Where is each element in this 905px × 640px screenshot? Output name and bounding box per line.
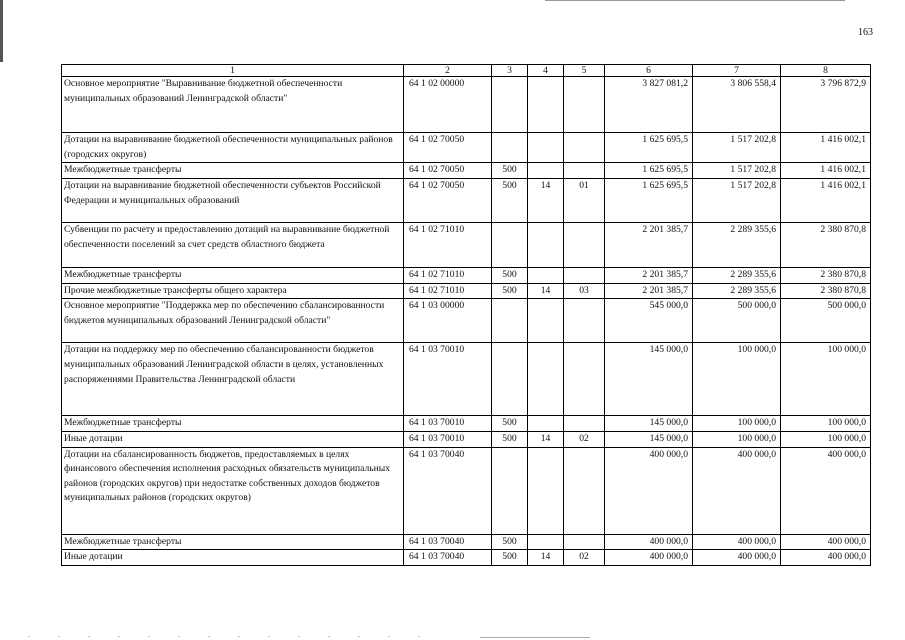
row-value-6: 2 201 385,7: [605, 283, 693, 299]
header-cell: 3: [492, 65, 528, 77]
row-value-8: 400 000,0: [781, 534, 871, 550]
row-value-7: 1 517 202,8: [693, 179, 781, 223]
header-cell: 7: [693, 65, 781, 77]
row-value-6: 3 827 081,2: [605, 77, 693, 133]
scan-bottom-artifact: [28, 636, 448, 637]
row-name: Межбюджетные трансферты: [62, 268, 404, 284]
row-col5: [564, 133, 605, 163]
row-name: Субвенции по расчету и предоставлению дотаций на выравнивание бюджетной обеспеченности поселений за счет средств областного бюджета: [62, 223, 404, 268]
row-col3: 500: [492, 550, 528, 566]
row-col4: [528, 77, 564, 133]
row-col3: [492, 299, 528, 343]
row-code: 64 1 03 70010: [404, 343, 492, 416]
row-code: 64 1 02 00000: [404, 77, 492, 133]
row-col5: [564, 268, 605, 284]
row-col3: 500: [492, 268, 528, 284]
row-col4: [528, 299, 564, 343]
row-value-7: 400 000,0: [693, 550, 781, 566]
row-code: 64 1 02 71010: [404, 268, 492, 284]
header-cell: 5: [564, 65, 605, 77]
row-value-8: 1 416 002,1: [781, 133, 871, 163]
row-value-7: 400 000,0: [693, 447, 781, 534]
row-value-6: 545 000,0: [605, 299, 693, 343]
row-code: 64 1 03 70040: [404, 550, 492, 566]
row-name: Межбюджетные трансферты: [62, 416, 404, 432]
row-value-7: 2 289 355,6: [693, 283, 781, 299]
row-value-6: 400 000,0: [605, 550, 693, 566]
row-name: Основное мероприятие "Поддержка мер по обеспечению сбалансированности бюджетов муниципальных образований Ленинградской области": [62, 299, 404, 343]
row-value-6: 400 000,0: [605, 447, 693, 534]
row-code: 64 1 03 70040: [404, 534, 492, 550]
row-code: 64 1 03 70040: [404, 447, 492, 534]
table-row: [62, 343, 871, 416]
row-value-8: 3 796 872,9: [781, 77, 871, 133]
table-row: [62, 179, 871, 223]
row-col5: [564, 447, 605, 534]
row-value-6: 1 625 695,5: [605, 163, 693, 179]
row-name: Иные дотации: [62, 431, 404, 447]
header-cell: 8: [781, 65, 871, 77]
table-row: [62, 299, 871, 343]
row-code: 64 1 02 70050: [404, 133, 492, 163]
table-row: [62, 133, 871, 163]
row-col5: [564, 77, 605, 133]
row-col5: 01: [564, 179, 605, 223]
row-col4: 14: [528, 283, 564, 299]
row-col3: 500: [492, 431, 528, 447]
row-name: Межбюджетные трансферты: [62, 163, 404, 179]
row-value-6: 145 000,0: [605, 431, 693, 447]
row-value-6: 2 201 385,7: [605, 223, 693, 268]
row-code: 64 1 02 71010: [404, 223, 492, 268]
row-name: Иные дотации: [62, 550, 404, 566]
header-cell: 2: [404, 65, 492, 77]
row-value-7: 1 517 202,8: [693, 163, 781, 179]
table-row: [62, 77, 871, 133]
row-value-7: 500 000,0: [693, 299, 781, 343]
row-value-8: 100 000,0: [781, 416, 871, 432]
table-row: [62, 163, 871, 179]
row-value-8: 1 416 002,1: [781, 163, 871, 179]
row-value-6: 400 000,0: [605, 534, 693, 550]
row-value-6: 1 625 695,5: [605, 179, 693, 223]
row-col4: 14: [528, 431, 564, 447]
row-code: 64 1 03 00000: [404, 299, 492, 343]
row-col3: [492, 343, 528, 416]
header-cell: 4: [528, 65, 564, 77]
row-col4: [528, 343, 564, 416]
row-col3: 500: [492, 163, 528, 179]
row-value-8: 100 000,0: [781, 343, 871, 416]
row-col3: [492, 77, 528, 133]
row-name: Дотации на поддержку мер по обеспечению сбалансированности бюджетов муниципальных образований Ленинградской области в целях, установленных распоряжениями Правительства Ленинградской области: [62, 343, 404, 416]
row-col5: 03: [564, 283, 605, 299]
row-value-7: 100 000,0: [693, 416, 781, 432]
table-row: [62, 416, 871, 432]
budget-table: [61, 64, 871, 566]
row-code: 64 1 02 71010: [404, 283, 492, 299]
row-col4: [528, 223, 564, 268]
row-name: Основное мероприятие "Выравнивание бюджетной обеспеченности муниципальных образований Ленинградской области": [62, 77, 404, 133]
row-col3: 500: [492, 283, 528, 299]
row-col5: [564, 534, 605, 550]
row-value-7: 2 289 355,6: [693, 268, 781, 284]
row-col4: [528, 447, 564, 534]
row-col5: [564, 163, 605, 179]
table-row: [62, 550, 871, 566]
row-code: 64 1 02 70050: [404, 179, 492, 223]
row-value-6: 2 201 385,7: [605, 268, 693, 284]
table-row: [62, 283, 871, 299]
row-col5: [564, 223, 605, 268]
row-col4: [528, 534, 564, 550]
row-col4: [528, 416, 564, 432]
scan-left-edge: [0, 0, 3, 62]
row-col3: 500: [492, 416, 528, 432]
row-col4: 14: [528, 179, 564, 223]
row-code: 64 1 02 70050: [404, 163, 492, 179]
row-value-7: 1 517 202,8: [693, 133, 781, 163]
row-name: Прочие межбюджетные трансферты общего характера: [62, 283, 404, 299]
row-value-8: 100 000,0: [781, 431, 871, 447]
row-name: Межбюджетные трансферты: [62, 534, 404, 550]
row-value-7: 400 000,0: [693, 534, 781, 550]
table-row: [62, 534, 871, 550]
row-value-8: 400 000,0: [781, 447, 871, 534]
row-value-7: 3 806 558,4: [693, 77, 781, 133]
row-col5: [564, 416, 605, 432]
row-value-6: 145 000,0: [605, 416, 693, 432]
row-value-6: 145 000,0: [605, 343, 693, 416]
table-row: [62, 447, 871, 534]
row-value-8: 2 380 870,8: [781, 283, 871, 299]
row-value-7: 100 000,0: [693, 343, 781, 416]
row-name: Дотации на выравнивание бюджетной обеспеченности субъектов Российской Федерации и муниципальных образований: [62, 179, 404, 223]
row-col3: 500: [492, 179, 528, 223]
row-code: 64 1 03 70010: [404, 416, 492, 432]
page-number: 163: [858, 27, 873, 38]
row-value-7: 100 000,0: [693, 431, 781, 447]
row-value-8: 1 416 002,1: [781, 179, 871, 223]
row-value-8: 2 380 870,8: [781, 223, 871, 268]
scan-top-line: [545, 0, 845, 1]
row-value-8: 500 000,0: [781, 299, 871, 343]
row-name: Дотации на выравнивание бюджетной обеспеченности муниципальных районов (городских округов): [62, 133, 404, 163]
row-code: 64 1 03 70010: [404, 431, 492, 447]
table-row: [62, 223, 871, 268]
row-col5: 02: [564, 431, 605, 447]
row-col4: [528, 268, 564, 284]
scan-bottom-line: [480, 637, 590, 638]
row-value-8: 2 380 870,8: [781, 268, 871, 284]
row-value-6: 1 625 695,5: [605, 133, 693, 163]
row-col3: 500: [492, 534, 528, 550]
header-row: [62, 65, 871, 77]
table-row: [62, 268, 871, 284]
row-col3: [492, 447, 528, 534]
row-col5: 02: [564, 550, 605, 566]
table-row: [62, 431, 871, 447]
row-col5: [564, 299, 605, 343]
row-col3: [492, 223, 528, 268]
row-col5: [564, 343, 605, 416]
row-col3: [492, 133, 528, 163]
row-col4: 14: [528, 550, 564, 566]
row-name: Дотации на сбалансированность бюджетов, предоставляемых в целях финансового обеспечения исполнения расходных обязательств муниципальных районов (городских округов) при недостатке собственных доходов бюджетов муниципальных районов (городских округов): [62, 447, 404, 534]
row-value-7: 2 289 355,6: [693, 223, 781, 268]
header-cell: 6: [605, 65, 693, 77]
row-col4: [528, 133, 564, 163]
row-value-8: 400 000,0: [781, 550, 871, 566]
header-cell: 1: [62, 65, 404, 77]
row-col4: [528, 163, 564, 179]
